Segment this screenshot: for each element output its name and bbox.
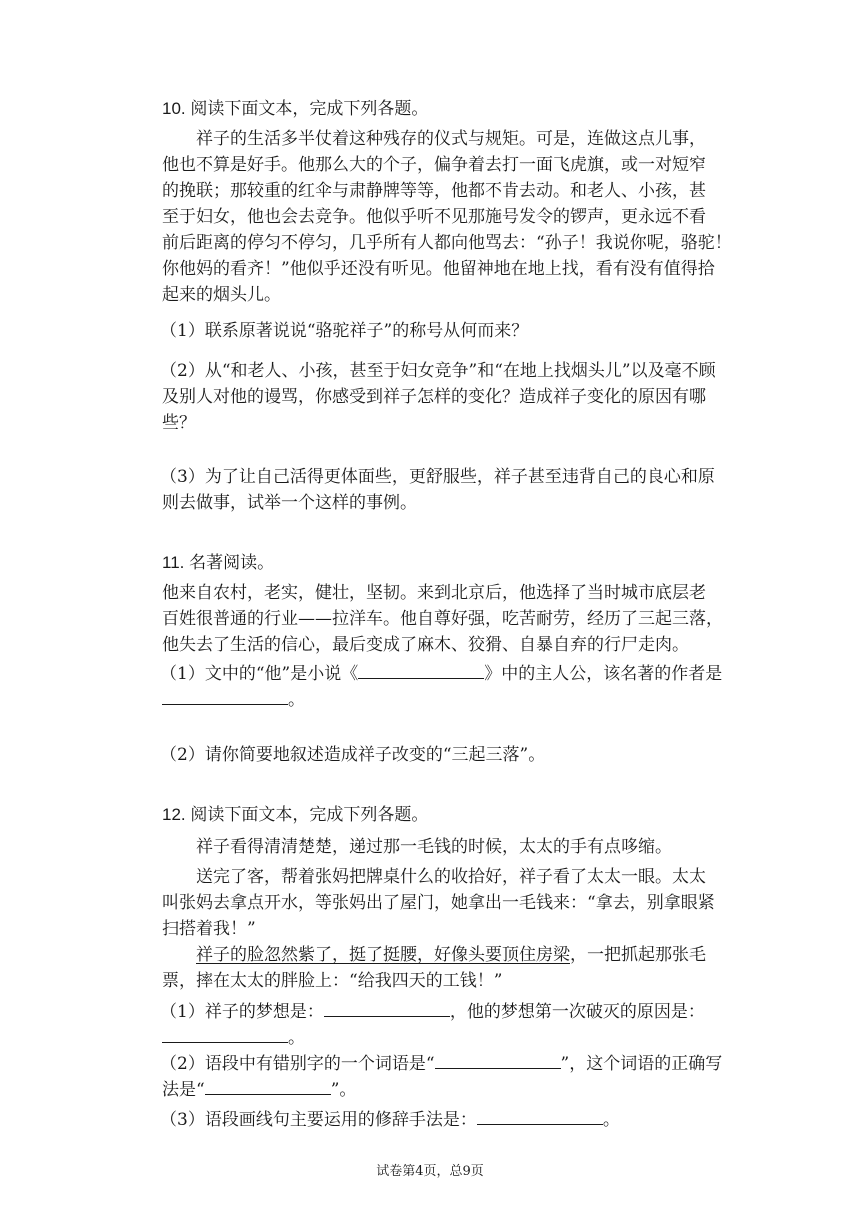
q12-paragraph-2: 送完了客，帮着张妈把牌桌什么的收拾好，祥子看了太太一眼。太太 — [196, 867, 706, 887]
q10-passage-line: 的挽联；那较重的红伞与肃静牌等等，他都不肯去动。和老人、小孩，甚 — [162, 181, 706, 201]
q12-subquestion-3: （3）语段画线句主要运用的修辞手法是： 。 — [160, 1110, 620, 1130]
q10-subquestion-2: 些？ — [162, 413, 196, 433]
answer-blank[interactable] — [477, 1108, 603, 1125]
q12-subquestion-1-cont: 。 — [162, 1026, 305, 1049]
q12-subquestion-2: （2）语段中有错别字的一个词语是“ ”，这个词语的正确写 — [160, 1054, 723, 1074]
q10-subquestion-1: （1）联系原著说说“骆驼祥子”的称号从何而来？ — [160, 321, 529, 341]
q12-paragraph-1: 祥子看得清清楚楚，递过那一毛钱的时候，太太的手有点哆缩。 — [196, 837, 672, 857]
q10-passage-line: 祥子的生活多半仗着这种残存的仪式与规矩。可是，连做这点儿事， — [196, 129, 706, 149]
answer-blank[interactable] — [162, 1026, 288, 1043]
q10-passage-line: 起来的烟头儿。 — [162, 285, 281, 305]
q10-passage-line: 你他妈的看齐！”他似乎还没有听见。他留神地在地上找，看有没有值得拾 — [162, 259, 715, 279]
q12-subquestion-1: （1）祥子的梦想是： ，他的梦想第一次破灭的原因是： — [160, 1002, 705, 1022]
q11-heading: 11. 名著阅读。 — [162, 553, 275, 572]
q11-subquestion-1-cont: 。 — [162, 688, 305, 711]
q12-heading: 12. 阅读下面文本，完成下列各题。 — [162, 805, 429, 824]
q12-subquestion-2-cont: 法是“ ”。 — [162, 1080, 357, 1100]
underlined-sentence: 祥子的脸忽然紫了，挺了挺腰，好像头要顶住房梁 — [196, 945, 570, 965]
q12-paragraph-3: 祥子的脸忽然紫了，挺了挺腰，好像头要顶住房梁，一把抓起那张毛 — [196, 945, 706, 965]
q11-passage-line: 他失去了生活的信心，最后变成了麻木、狡猾、自暴自弃的行尸走肉。 — [162, 635, 689, 655]
q11-passage-line: 他来自农村，老实，健壮，坚韧。来到北京后，他选择了当时城市底层老 — [162, 583, 706, 603]
q10-passage-line: 至于妇女，他也会去竞争。他似乎听不见那施号发令的锣声，更永远不看 — [162, 207, 706, 227]
page-footer: 试卷第4页，总9页 — [376, 1164, 484, 1179]
q12-paragraph-2: 叫张妈去拿点开水，等张妈出了屋门，她拿出一毛钱来：“拿去，别拿眼紧 — [162, 893, 715, 913]
q10-subquestion-3: 则去做事，试举一个这样的事例。 — [162, 493, 417, 513]
q10-heading: 10. 阅读下面文本，完成下列各题。 — [162, 99, 429, 118]
answer-blank[interactable] — [162, 688, 288, 705]
answer-blank[interactable] — [205, 1078, 331, 1095]
q11-subquestion-2: （2）请你简要地叙述造成祥子改变的“三起三落”。 — [160, 745, 546, 765]
q10-subquestion-2: 及别人对他的谩骂，你感受到祥子怎样的变化？造成祥子变化的原因有哪 — [162, 387, 706, 407]
q11-passage-line: 百姓很普通的行业——拉洋车。他自尊好强，吃苦耐劳，经历了三起三落， — [162, 609, 723, 629]
q12-paragraph-2: 扫搭着我！” — [162, 919, 256, 939]
q12-paragraph-3: 票，摔在太太的胖脸上：“给我四天的工钱！” — [162, 971, 503, 991]
q10-passage-line: 他也不算是好手。他那么大的个子，偏争着去打一面飞虎旗，或一对短窄 — [162, 155, 706, 175]
q10-passage-line: 前后距离的停匀不停匀，几乎所有人都向他骂去：“孙子！我说你呢，骆驼！ — [162, 233, 732, 253]
q10-subquestion-3: （3）为了让自己活得更体面些，更舒服些，祥子甚至违背自己的良心和原 — [160, 467, 715, 487]
answer-blank[interactable] — [358, 662, 484, 679]
answer-blank[interactable] — [324, 1000, 450, 1017]
answer-blank[interactable] — [435, 1052, 561, 1069]
q10-subquestion-2: （2）从“和老人、小孩，甚至于妇女竞争”和“在地上找烟头儿”以及毫不顾 — [160, 361, 716, 381]
q11-subquestion-1: （1）文中的“他”是小说《 》中的主人公，该名著的作者是 — [160, 664, 723, 684]
